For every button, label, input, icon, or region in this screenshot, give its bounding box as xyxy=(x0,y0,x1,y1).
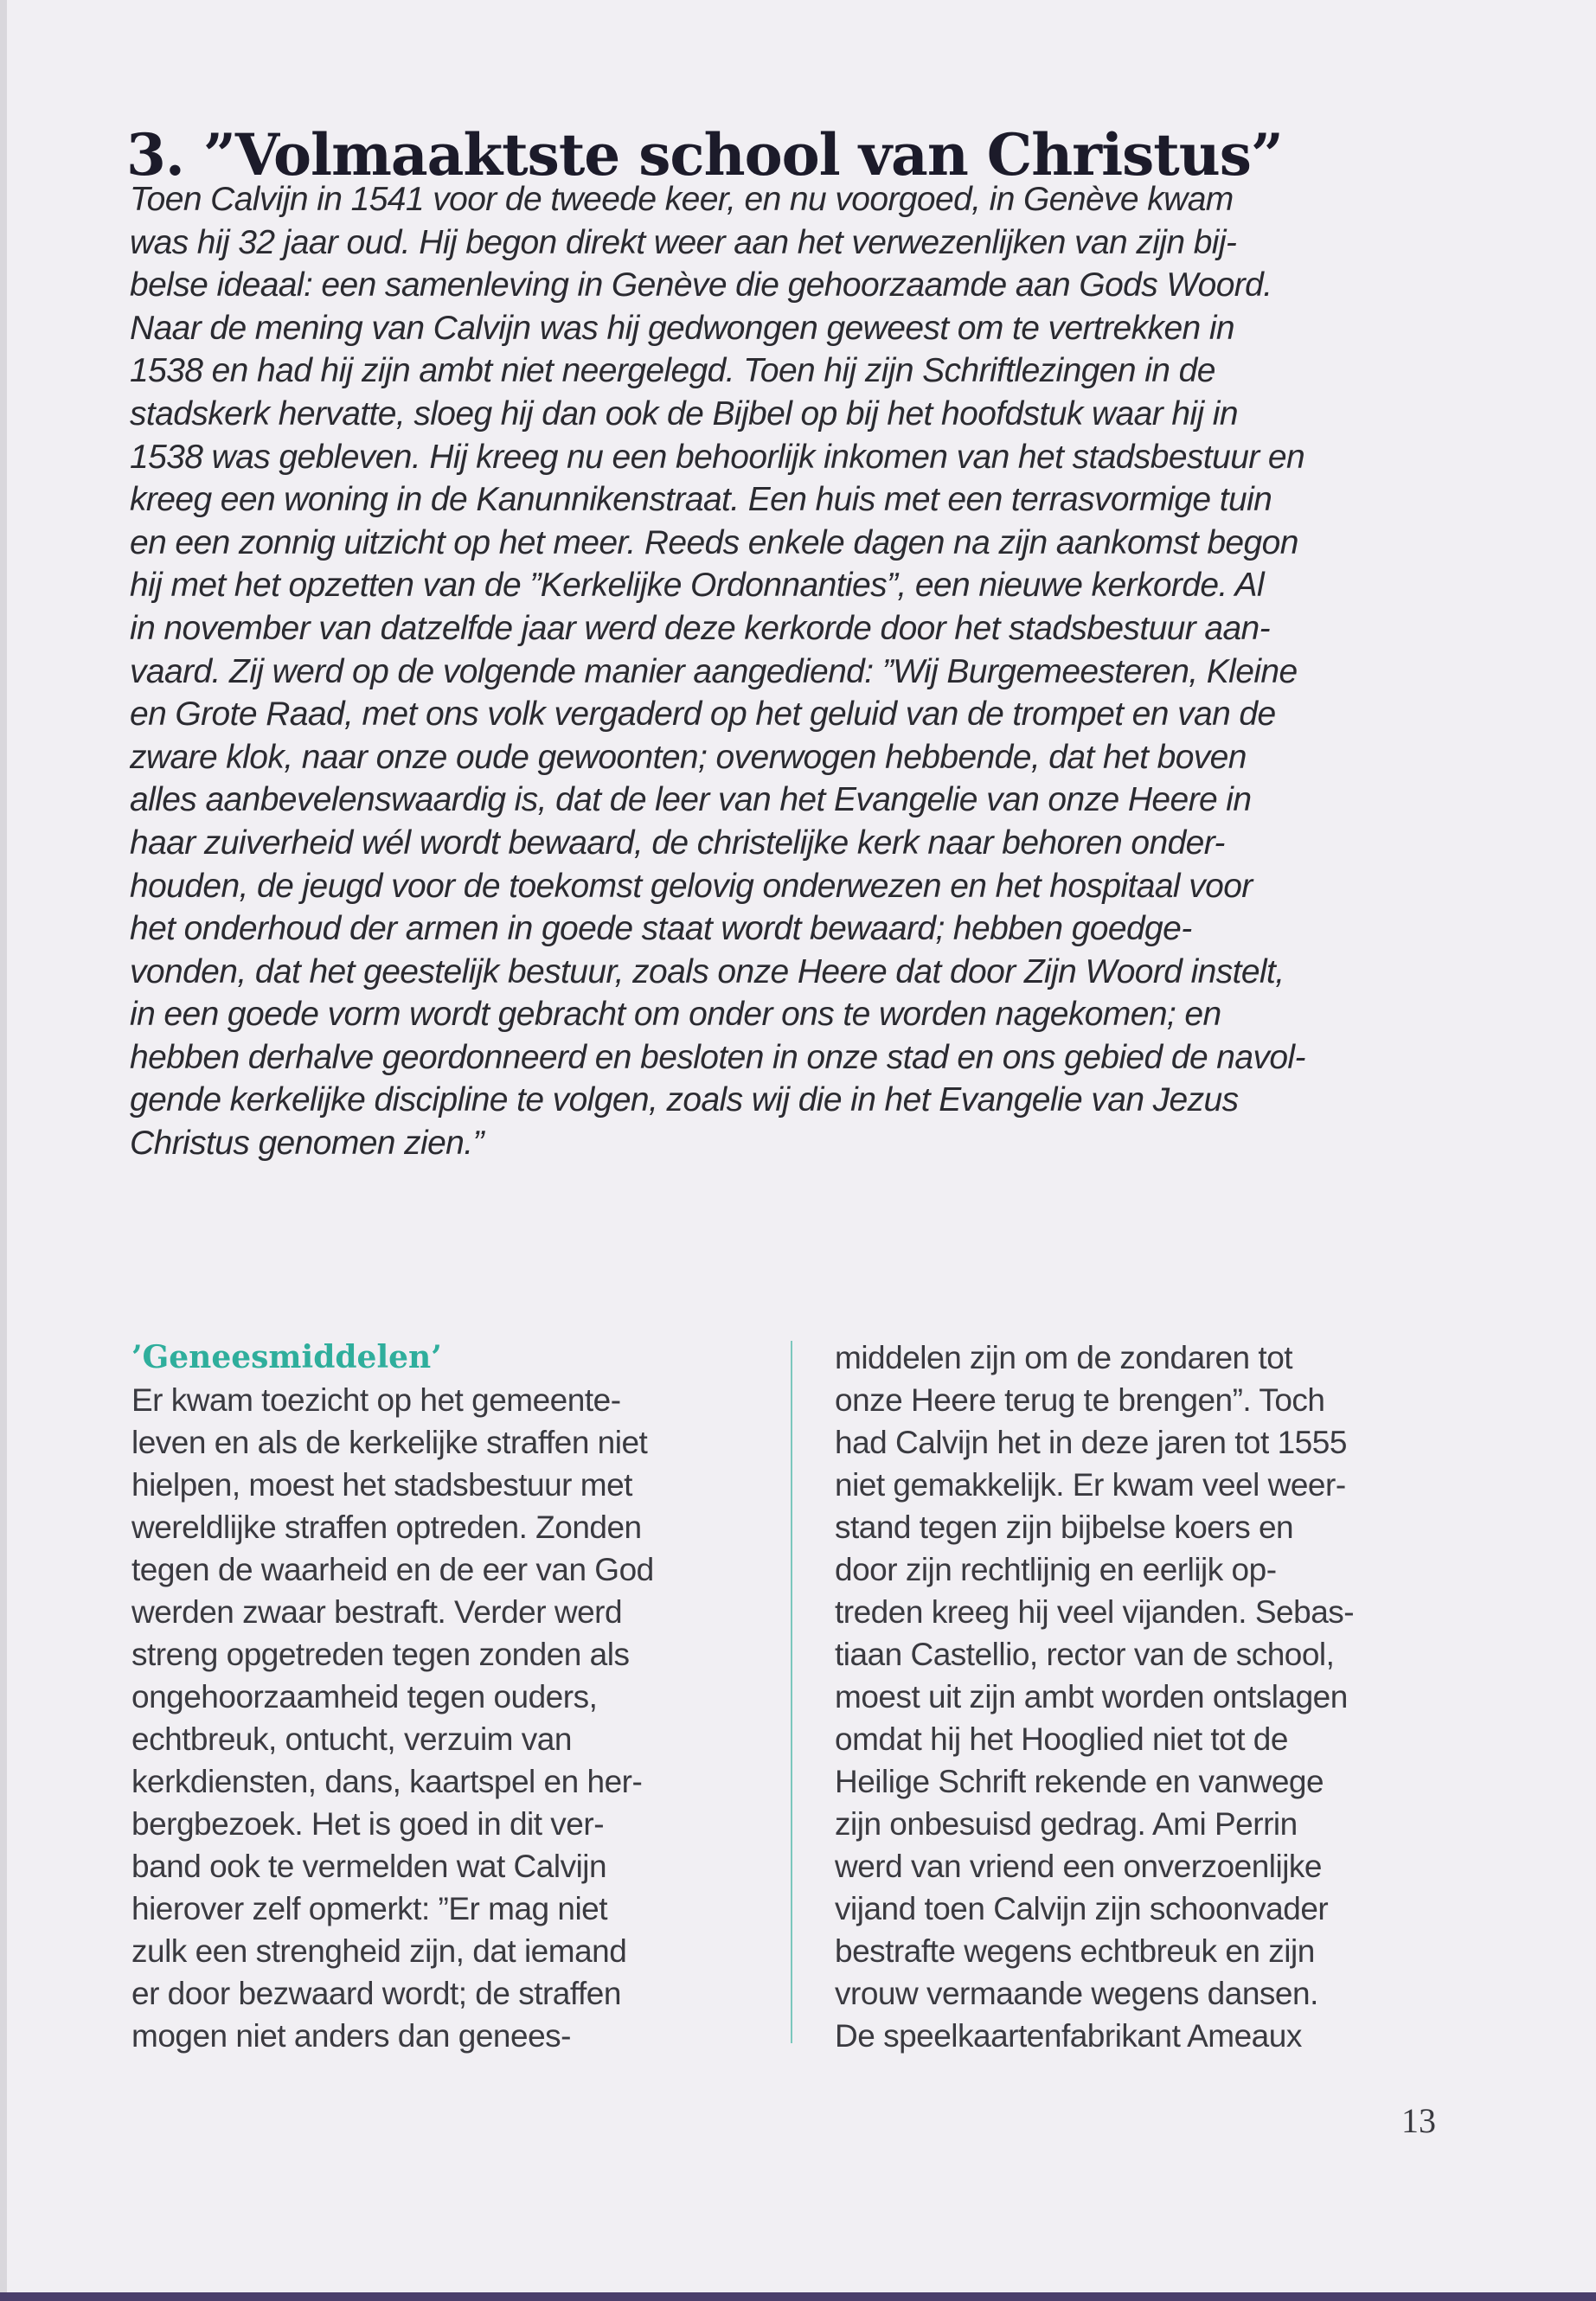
text-line: bestrafte wegens echtbreuk en zijn xyxy=(835,1933,1315,1969)
text-line: zijn onbesuisd gedrag. Ami Perrin xyxy=(835,1806,1298,1842)
text-line: in november van datzelfde jaar werd deze kerkorde door het stadsbestuur aan- xyxy=(130,609,1271,647)
text-line: belse ideaal: een samenleving in Genève die gehoorzaamde aan Gods Woord. xyxy=(130,266,1272,304)
text-line: Er kwam toezicht op het gemeente- xyxy=(131,1382,621,1418)
text-line: Christus genomen zien.” xyxy=(130,1125,484,1163)
text-line: tegen de waarheid en de eer van God xyxy=(131,1552,654,1587)
text-line: het onderhoud der armen in goede staat wordt bewaard; hebben goedge- xyxy=(130,910,1192,948)
text-line: tiaan Castellio, rector van de school, xyxy=(835,1637,1335,1672)
text-line: Naar de mening van Calvijn was hij gedwongen geweest om te vertrekken in xyxy=(130,309,1235,347)
text-line: kerkdiensten, dans, kaartspel en her- xyxy=(131,1764,643,1799)
text-line: 1538 en had hij zijn ambt niet neergelegd. Toen hij zijn Schriftlezingen in de xyxy=(130,352,1215,390)
text-line: moest uit zijn ambt worden ontslagen xyxy=(835,1679,1348,1715)
text-line: wereldlijke straffen optreden. Zonden xyxy=(131,1509,642,1545)
text-line: hebben derhalve geordonneerd en besloten in onze stad en ons gebied de navol- xyxy=(130,1038,1305,1076)
text-line: alles aanbevelenswaardig is, dat de leer van het Evangelie van onze Heere in xyxy=(130,781,1252,819)
text-line: had Calvijn het in deze jaren tot 1555 xyxy=(835,1425,1347,1460)
column-divider xyxy=(791,1341,792,2043)
text-line: hierover zelf opmerkt: ”Er mag niet xyxy=(131,1891,608,1926)
text-line: en een zonnig uitzicht op het meer. Reeds enkele dagen na zijn aankomst begon xyxy=(130,523,1298,561)
right-column xyxy=(835,1336,1458,2057)
text-line: er door bezwaard wordt; de straffen xyxy=(131,1976,621,2011)
text-line: houden, de jeugd voor de toekomst gelovig onderwezen en het hospitaal voor xyxy=(130,867,1253,905)
text-line: werd van vriend een onverzoenlijke xyxy=(835,1849,1323,1884)
text-line: door zijn rechtlijnig en eerlijk op- xyxy=(835,1552,1277,1587)
text-line: mogen niet anders dan genees- xyxy=(131,2018,571,2054)
text-line: Toen Calvijn in 1541 voor de tweede keer, en nu voorgoed, in Genève kwam xyxy=(130,181,1234,218)
text-line: treden kreeg hij veel vijanden. Sebas- xyxy=(835,1594,1355,1630)
text-line: zware klok, naar onze oude gewoonten; overwogen hebbende, dat het boven xyxy=(130,738,1247,776)
text-line: stand tegen zijn bijbelse koers en xyxy=(835,1509,1294,1545)
text-line: kreeg een woning in de Kanunnikenstraat. Een huis met een terrasvormige tuin xyxy=(130,481,1272,519)
section-heading: ’Geneesmiddelen’ xyxy=(131,1339,442,1375)
text-line: en Grote Raad, met ons volk vergaderd op het geluid van de trompet en van de xyxy=(130,695,1276,734)
text-line: streng opgetreden tegen zonden als xyxy=(131,1637,630,1672)
text-line: was hij 32 jaar oud. Hij begon direkt weer aan het verwezenlijken van zijn bij- xyxy=(130,223,1237,261)
text-line: vonden, dat het geestelijk bestuur, zoals onze Heere dat door Zijn Woord instelt, xyxy=(130,952,1285,990)
chapter-title: 3. ”Volmaaktste school van Christus” xyxy=(126,121,1283,189)
text-line: stadskerk hervatte, sloeg hij dan ook de Bijbel op bij het hoofdstuk waar hij in xyxy=(130,394,1238,433)
text-line: werden zwaar bestraft. Verder werd xyxy=(131,1594,623,1630)
text-line: bergbezoek. Het is goed in dit ver- xyxy=(131,1806,605,1842)
text-line: gende kerkelijke discipline te volgen, zoals wij die in het Evangelie van Jezus xyxy=(130,1081,1239,1119)
bottom-edge xyxy=(0,2292,1596,2301)
page-edge xyxy=(0,0,7,2301)
text-line: De speelkaartenfabrikant Ameaux xyxy=(835,2018,1302,2054)
text-line: vijand toen Calvijn zijn schoonvader xyxy=(835,1891,1329,1926)
text-line: band ook te vermelden wat Calvijn xyxy=(131,1849,607,1884)
text-line: echtbreuk, ontucht, verzuim van xyxy=(131,1721,572,1757)
text-line: onze Heere terug te brengen”. Toch xyxy=(835,1382,1325,1418)
left-column xyxy=(131,1336,754,2057)
text-line: zulk een strengheid zijn, dat iemand xyxy=(131,1933,627,1969)
text-line: hij met het opzetten van de ”Kerkelijke Ordonnanties”, een nieuwe kerkorde. Al xyxy=(130,567,1265,605)
intro-paragraph xyxy=(130,178,1479,1165)
text-line: hielpen, moest het stadsbestuur met xyxy=(131,1467,632,1503)
text-line: vaard. Zij werd op de volgende manier aangediend: ”Wij Burgemeesteren, Kleine xyxy=(130,652,1298,690)
text-line: omdat hij het Hooglied niet tot de xyxy=(835,1721,1288,1757)
text-line: middelen zijn om de zondaren tot xyxy=(835,1340,1293,1375)
text-line: leven en als de kerkelijke straffen niet xyxy=(131,1425,648,1460)
text-line: haar zuiverheid wél wordt bewaard, de christelijke kerk naar behoren onder- xyxy=(130,824,1225,862)
text-line: niet gemakkelijk. Er kwam veel weer- xyxy=(835,1467,1346,1503)
page-number: 13 xyxy=(1401,2101,1436,2140)
text-line: in een goede vorm wordt gebracht om onder ons te worden nagekomen; en xyxy=(130,996,1221,1034)
text-line: 1538 was gebleven. Hij kreeg nu een behoorlijk inkomen van het stadsbestuur en xyxy=(130,438,1305,476)
text-line: Heilige Schrift rekende en vanwege xyxy=(835,1764,1324,1799)
text-line: ongehoorzaamheid tegen ouders, xyxy=(131,1679,598,1715)
text-line: vrouw vermaande wegens dansen. xyxy=(835,1976,1318,2011)
